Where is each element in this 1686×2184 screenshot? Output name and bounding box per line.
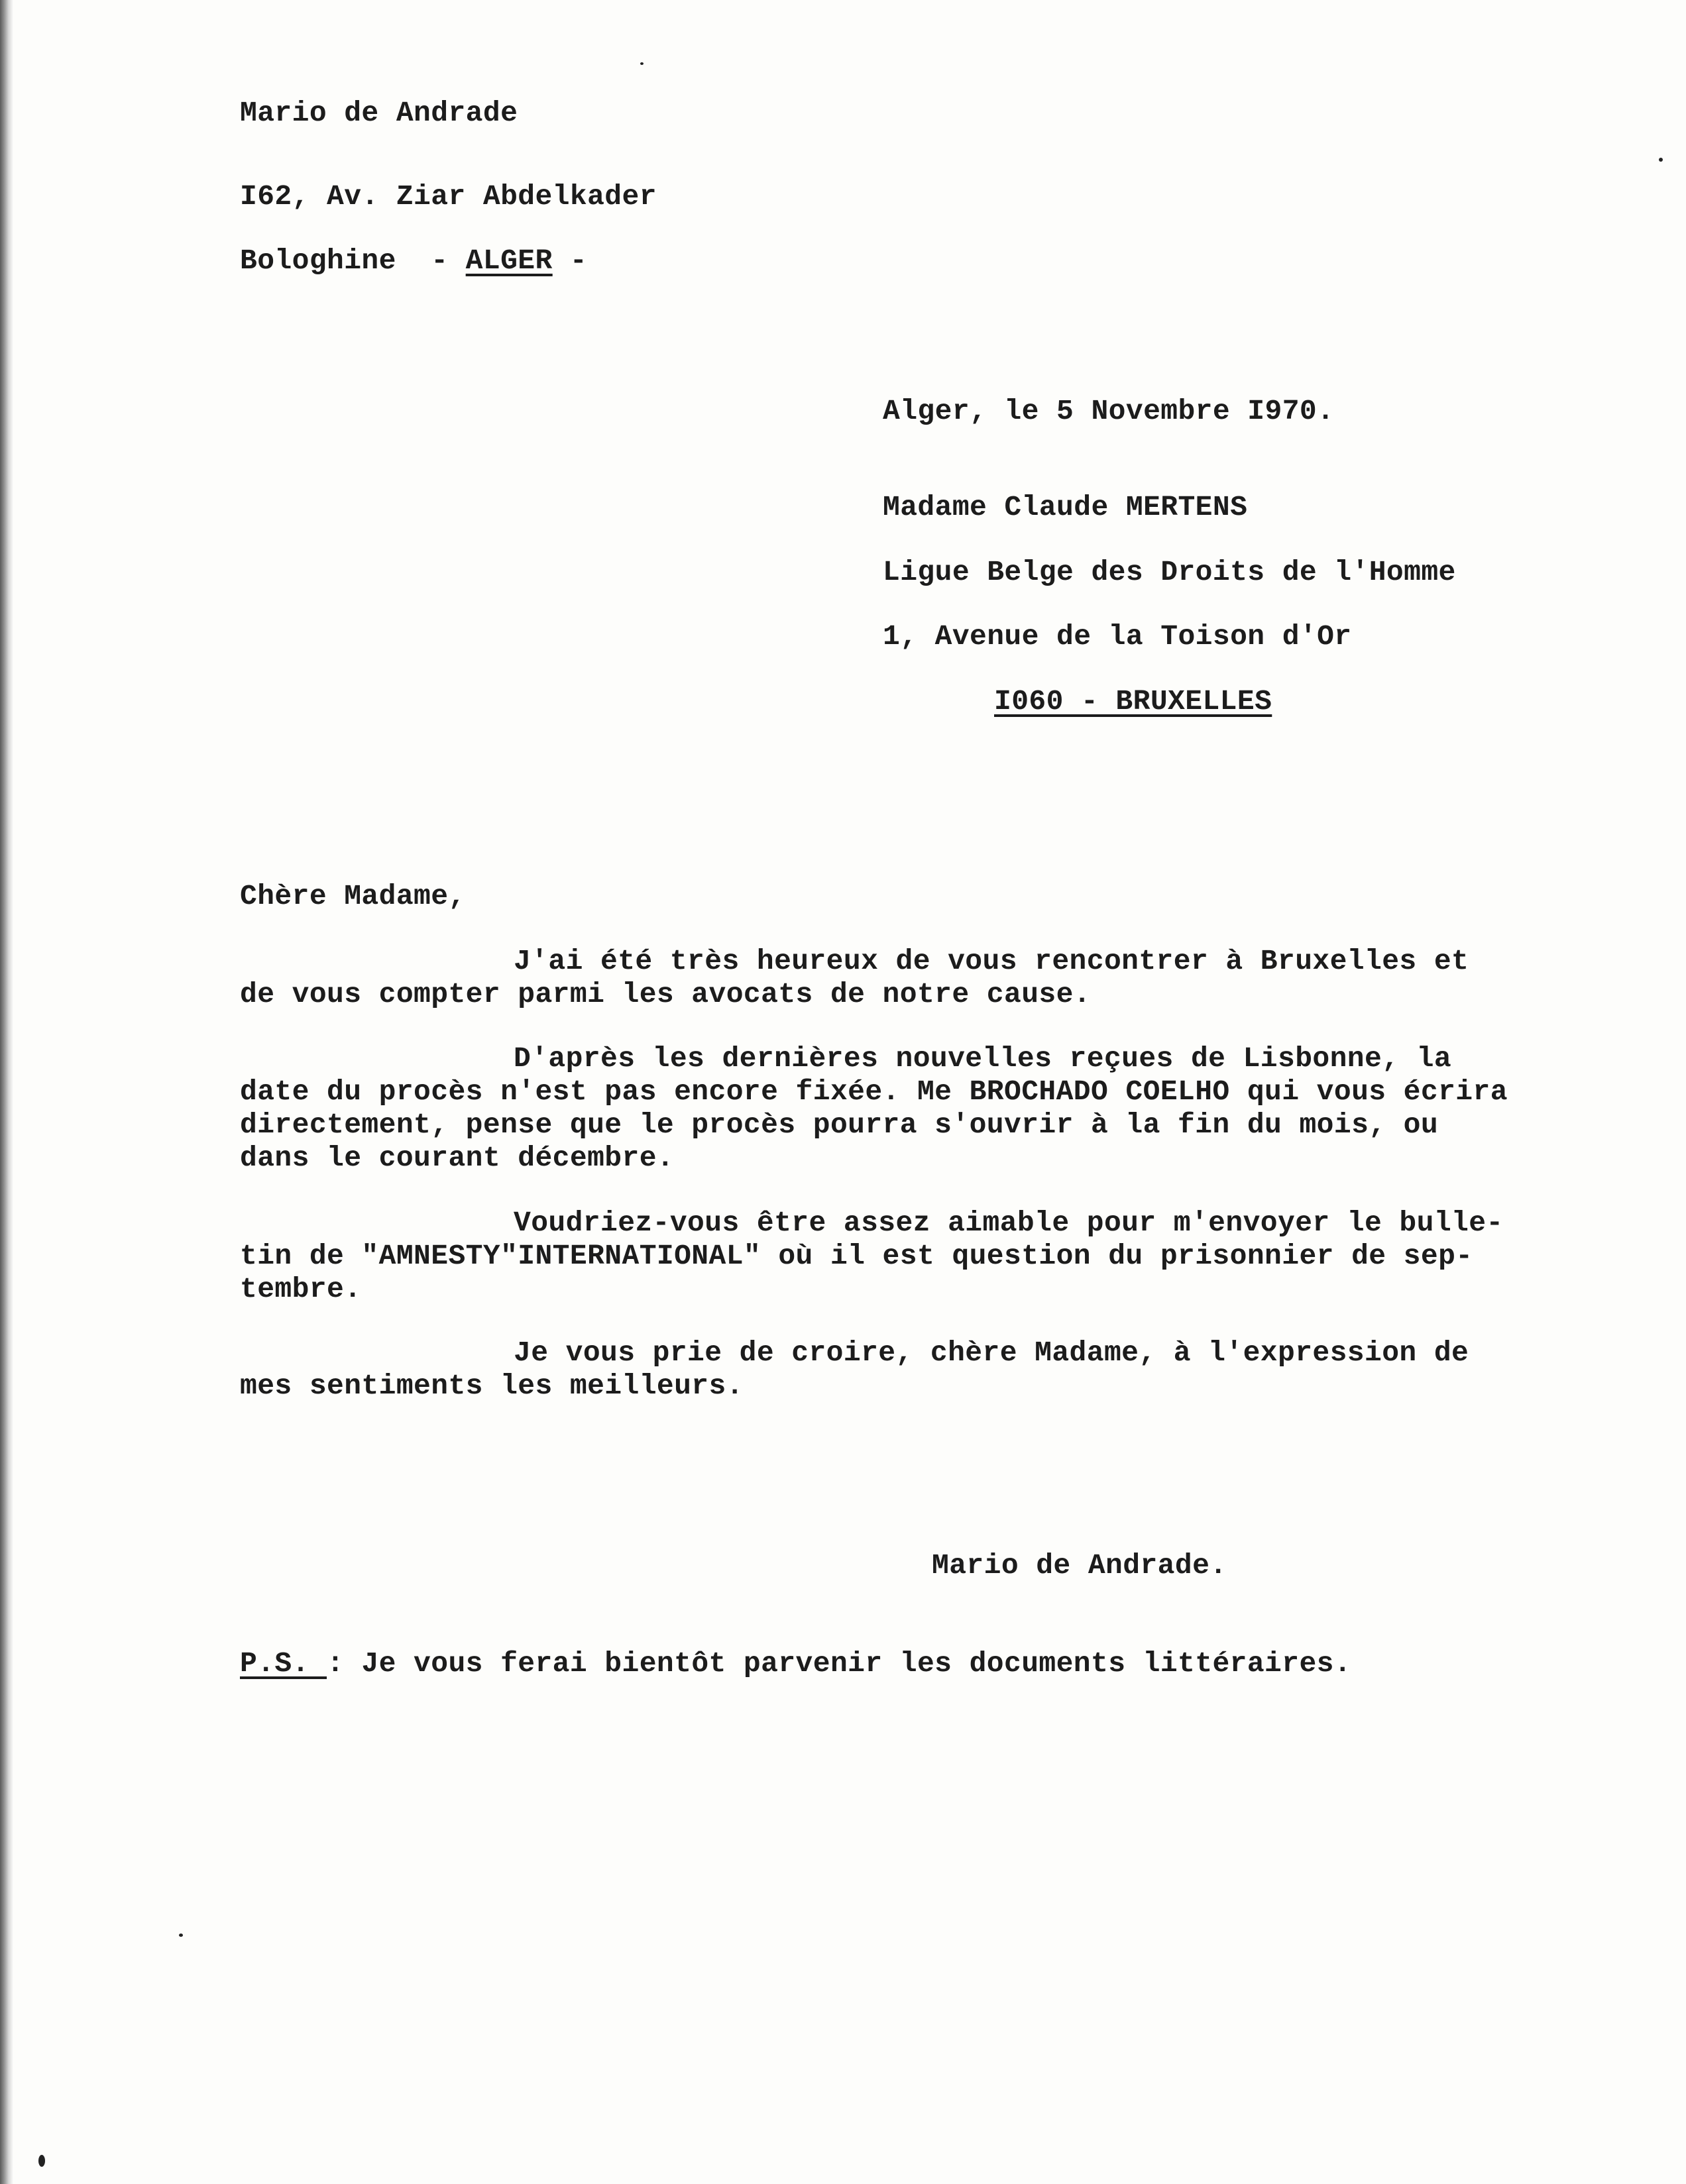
paragraph-4-line-1: Je vous prie de croire, chère Madame, à l'expression de — [514, 1337, 1469, 1369]
paragraph-2-line-1: D'après les dernières nouvelles reçues de Lisbonne, la — [514, 1042, 1452, 1075]
recipient-name: Madame Claude MERTENS — [883, 491, 1248, 523]
date-line: Alger, le 5 Novembre I970. — [883, 395, 1335, 427]
scan-speck — [1659, 158, 1663, 162]
postscript-label: P.S. — [240, 1647, 327, 1680]
paragraph-2-line-3: directement, pense que le procès pourra s'ouvrir à la fin du mois, ou — [240, 1109, 1439, 1141]
sender-name: Mario de Andrade — [240, 97, 518, 129]
scan-speck — [640, 62, 644, 65]
paragraph-4-line-2: mes sentiments les meilleurs. — [240, 1370, 744, 1402]
scan-speck — [179, 1934, 183, 1937]
sender-address: I62, Av. Ziar Abdelkader — [240, 180, 657, 213]
recipient-organization: Ligue Belge des Droits de l'Homme — [883, 556, 1456, 588]
paragraph-1-line-2: de vous compter parmi les avocats de notre cause. — [240, 978, 1092, 1010]
paragraph-2-line-2: date du procès n'est pas encore fixée. Me BROCHADO COELHO qui vous écrira — [240, 1075, 1508, 1108]
recipient-city: I060 - BRUXELLES — [994, 685, 1272, 718]
sender-city: ALGER — [465, 245, 553, 277]
signature: Mario de Andrade. — [932, 1549, 1227, 1582]
recipient-street: 1, Avenue de la Toison d'Or — [883, 620, 1352, 653]
sender-city-line — [240, 245, 587, 278]
sender-city-suffix: - — [552, 245, 588, 277]
paragraph-3-line-2: tin de "AMNESTY"INTERNATIONAL" où il est question du prisonnier de sep- — [240, 1240, 1473, 1272]
postscript — [240, 1647, 1351, 1680]
scan-speck — [38, 2155, 45, 2167]
sender-city-prefix: Bologhine - — [240, 245, 466, 277]
scan-edge — [0, 0, 13, 2184]
postscript-text: : Je vous ferai bientôt parvenir les documents littéraires. — [327, 1647, 1352, 1680]
paragraph-3-line-3: tembre. — [240, 1273, 362, 1305]
salutation: Chère Madame, — [240, 880, 466, 912]
paragraph-2-line-4: dans le courant décembre. — [240, 1142, 675, 1174]
paragraph-1-line-1: J'ai été très heureux de vous rencontrer à Bruxelles et — [514, 945, 1469, 977]
paragraph-3-line-1: Voudriez-vous être assez aimable pour m'envoyer le bulle- — [514, 1207, 1504, 1239]
